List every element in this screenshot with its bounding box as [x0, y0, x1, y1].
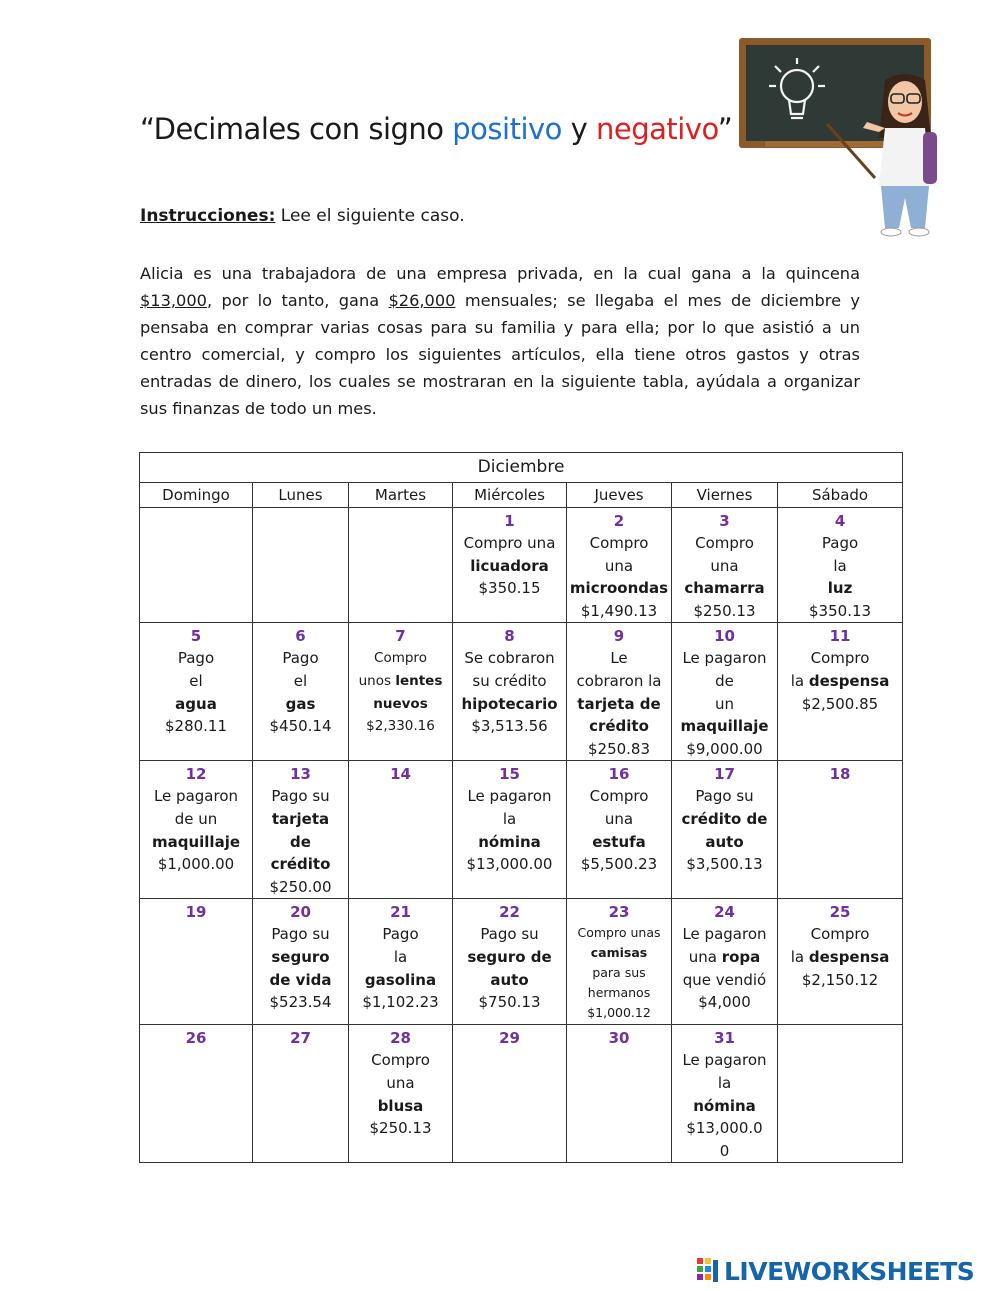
day-number: 21	[390, 903, 411, 922]
calendar-day-22: 22 Pago su seguro de auto $750.13	[453, 899, 567, 1025]
day-number: 17	[714, 765, 735, 784]
amount: $750.13	[478, 993, 541, 1012]
amount: $5,500.23	[580, 855, 658, 874]
calendar-day-21: 21 Pago la gasolina $1,102.23	[349, 899, 453, 1025]
day-number: 6	[295, 627, 306, 646]
amount: $280.11	[164, 717, 228, 736]
calendar-table	[139, 452, 903, 1163]
day-number: 23	[608, 903, 630, 922]
day-number: 26	[185, 1029, 207, 1048]
calendar-day-14	[349, 761, 453, 899]
calendar-day-18	[778, 761, 903, 899]
day-number: 3	[719, 512, 730, 530]
amount: $2,330.16	[366, 718, 435, 735]
day-number: 18	[829, 765, 851, 784]
amount-mensual: $26,000	[388, 291, 456, 310]
day-number: 28	[390, 1029, 411, 1048]
amount: $350.15	[478, 579, 541, 598]
calendar-day-2: 2 Compro una microondas $1,490.13	[567, 508, 672, 623]
day-number: 22	[499, 903, 520, 922]
liveworksheets-logo-icon	[696, 1256, 720, 1286]
calendar-day-25: 25 Compro la despensa $2,150.12	[778, 899, 903, 1025]
calendar-day-29	[453, 1025, 567, 1163]
calendar-day-26	[140, 1025, 253, 1163]
calendar-cell-empty	[778, 1025, 903, 1163]
amount: $4,000	[698, 993, 751, 1012]
amount: $523.54	[269, 993, 332, 1012]
calendar-day-12: 12 Le pagaron de un maquillaje $1,000.00	[140, 761, 253, 899]
amount: $450.14	[269, 717, 332, 736]
calendar-day-30	[567, 1025, 672, 1163]
day-number: 25	[829, 903, 851, 922]
day-number: 30	[608, 1029, 630, 1048]
calendar-day-27	[253, 1025, 349, 1163]
day-number: 15	[499, 765, 520, 784]
amount: $13,000.0	[686, 1119, 763, 1138]
amount: $1,490.13	[580, 601, 658, 620]
amount: $9,000.00	[686, 739, 763, 758]
calendar-day-23: 23 Compro unas camisas para sus hermanos $1,000.12	[567, 899, 672, 1025]
case-paragraph: Alicia es una trabajadora de una empresa privada, en la cual gana a la quincena $13,000, por lo tanto, gana $26,000 mensuales; se llegaba el mes de diciembre y pensaba en comprar varias cosas para su familia y para ella; por lo que asistió a un centro comercial, y compro los siguientes artículos, ella tiene otros gastos y otras entradas de dinero, los cuales se mostraran en la siguiente tabla, ayúdala a organizar sus finanzas de todo un mes.	[140, 264, 860, 418]
day-number: 24	[714, 903, 735, 922]
calendar-day-11: 11 Compro la despensa $2,500.85	[778, 623, 903, 761]
day-number: 2	[613, 512, 625, 530]
dow-header: Viernes	[672, 483, 778, 508]
dow-header: Jueves	[567, 483, 672, 508]
day-number: 20	[290, 903, 311, 922]
day-number: 29	[499, 1029, 520, 1048]
calendar-day-28: 28 Compro una blusa $250.13	[349, 1025, 453, 1163]
amount: $2,500.85	[801, 694, 879, 713]
calendar-day-15: 15 Le pagaron la nómina $13,000.00	[453, 761, 567, 899]
day-number: 13	[290, 765, 311, 784]
day-number: 31	[714, 1029, 735, 1048]
calendar-day-8: 8 Se cobraron su crédito hipotecario $3,513.56	[453, 623, 567, 761]
calendar-day-19	[140, 899, 253, 1025]
day-number: 10	[714, 627, 735, 646]
amount: $1,000.00	[157, 855, 235, 874]
calendar-cell-empty	[253, 508, 349, 623]
amount-quincena: $13,000	[140, 291, 207, 310]
amount: $1,102.23	[362, 993, 439, 1012]
calendar-day-17: 17 Pago su crédito de auto $3,500.13	[672, 761, 778, 899]
instructions: Instrucciones: Lee el siguiente caso.	[140, 206, 465, 226]
day-number: 8	[504, 627, 515, 646]
brand-name: LIVEWORKSHEETS	[724, 1256, 975, 1286]
calendar-day-4: 4 Pago la luz $350.13	[778, 508, 903, 623]
title-negative: negativo	[596, 112, 718, 146]
day-number: 4	[834, 512, 846, 530]
day-number: 9	[613, 627, 625, 646]
day-number: 7	[395, 627, 406, 646]
liveworksheets-logo	[696, 1254, 974, 1288]
amount: $250.13	[369, 1119, 432, 1138]
day-number: 14	[390, 765, 411, 784]
amount: $250.00	[269, 877, 332, 896]
calendar-day-9: 9 Le cobraron la tarjeta de crédito $250.83	[567, 623, 672, 761]
amount: $250.13	[693, 601, 756, 620]
calendar-month: Diciembre	[140, 453, 903, 483]
day-number: 12	[185, 765, 207, 784]
calendar-day-31: 31 Le pagaron la nómina $13,000.0 0	[672, 1025, 778, 1163]
day-number: 11	[829, 627, 851, 646]
day-number: 5	[190, 627, 202, 646]
calendar-day-10: 10 Le pagaron de un maquillaje $9,000.00	[672, 623, 778, 761]
calendar-cell-empty	[140, 508, 253, 623]
amount: $250.83	[587, 739, 651, 758]
amount: $3,500.13	[686, 855, 763, 874]
calendar-day-5: 5 Pago el agua $280.11	[140, 623, 253, 761]
day-number: 1	[504, 512, 515, 530]
calendar-day-6: 6 Pago el gas $450.14	[253, 623, 349, 761]
calendar-day-13: 13 Pago su tarjeta de crédito $250.00	[253, 761, 349, 899]
day-number: 19	[185, 903, 207, 922]
instructions-label: Instrucciones:	[140, 206, 276, 226]
dow-header: Martes	[349, 483, 453, 508]
day-number: 27	[290, 1029, 311, 1048]
day-number: 16	[608, 765, 630, 784]
calendar-day-24: 24 Le pagaron una ropa que vendió $4,000	[672, 899, 778, 1025]
amount: $2,150.12	[801, 970, 879, 989]
amount: $3,513.56	[471, 717, 548, 736]
dow-header: Domingo	[140, 483, 253, 508]
amount: $13,000.00	[466, 855, 553, 874]
page-title: “Decimales con signo positivo y negativo”	[140, 112, 733, 146]
calendar-day-1: 1 Compro una licuadora $350.15	[453, 508, 567, 623]
calendar-day-3: 3 Compro una chamarra $250.13	[672, 508, 778, 623]
dow-header: Sábado	[778, 483, 903, 508]
calendar-day-16: 16 Compro una estufa $5,500.23	[567, 761, 672, 899]
days-of-week-row	[140, 483, 903, 508]
calendar-cell-empty	[349, 508, 453, 623]
amount: $1,000.12	[587, 1005, 651, 1021]
chalkboard-icon	[735, 28, 945, 240]
dow-header: Lunes	[253, 483, 349, 508]
dow-header: Miércoles	[453, 483, 567, 508]
title-positive: positivo	[452, 112, 562, 146]
calendar-day-7: 7 Compro unos lentes nuevos $2,330.16	[349, 623, 453, 761]
calendar-day-20: 20 Pago su seguro de vida $523.54	[253, 899, 349, 1025]
amount: $350.13	[809, 601, 872, 620]
teacher-chalkboard-illustration	[735, 28, 945, 240]
